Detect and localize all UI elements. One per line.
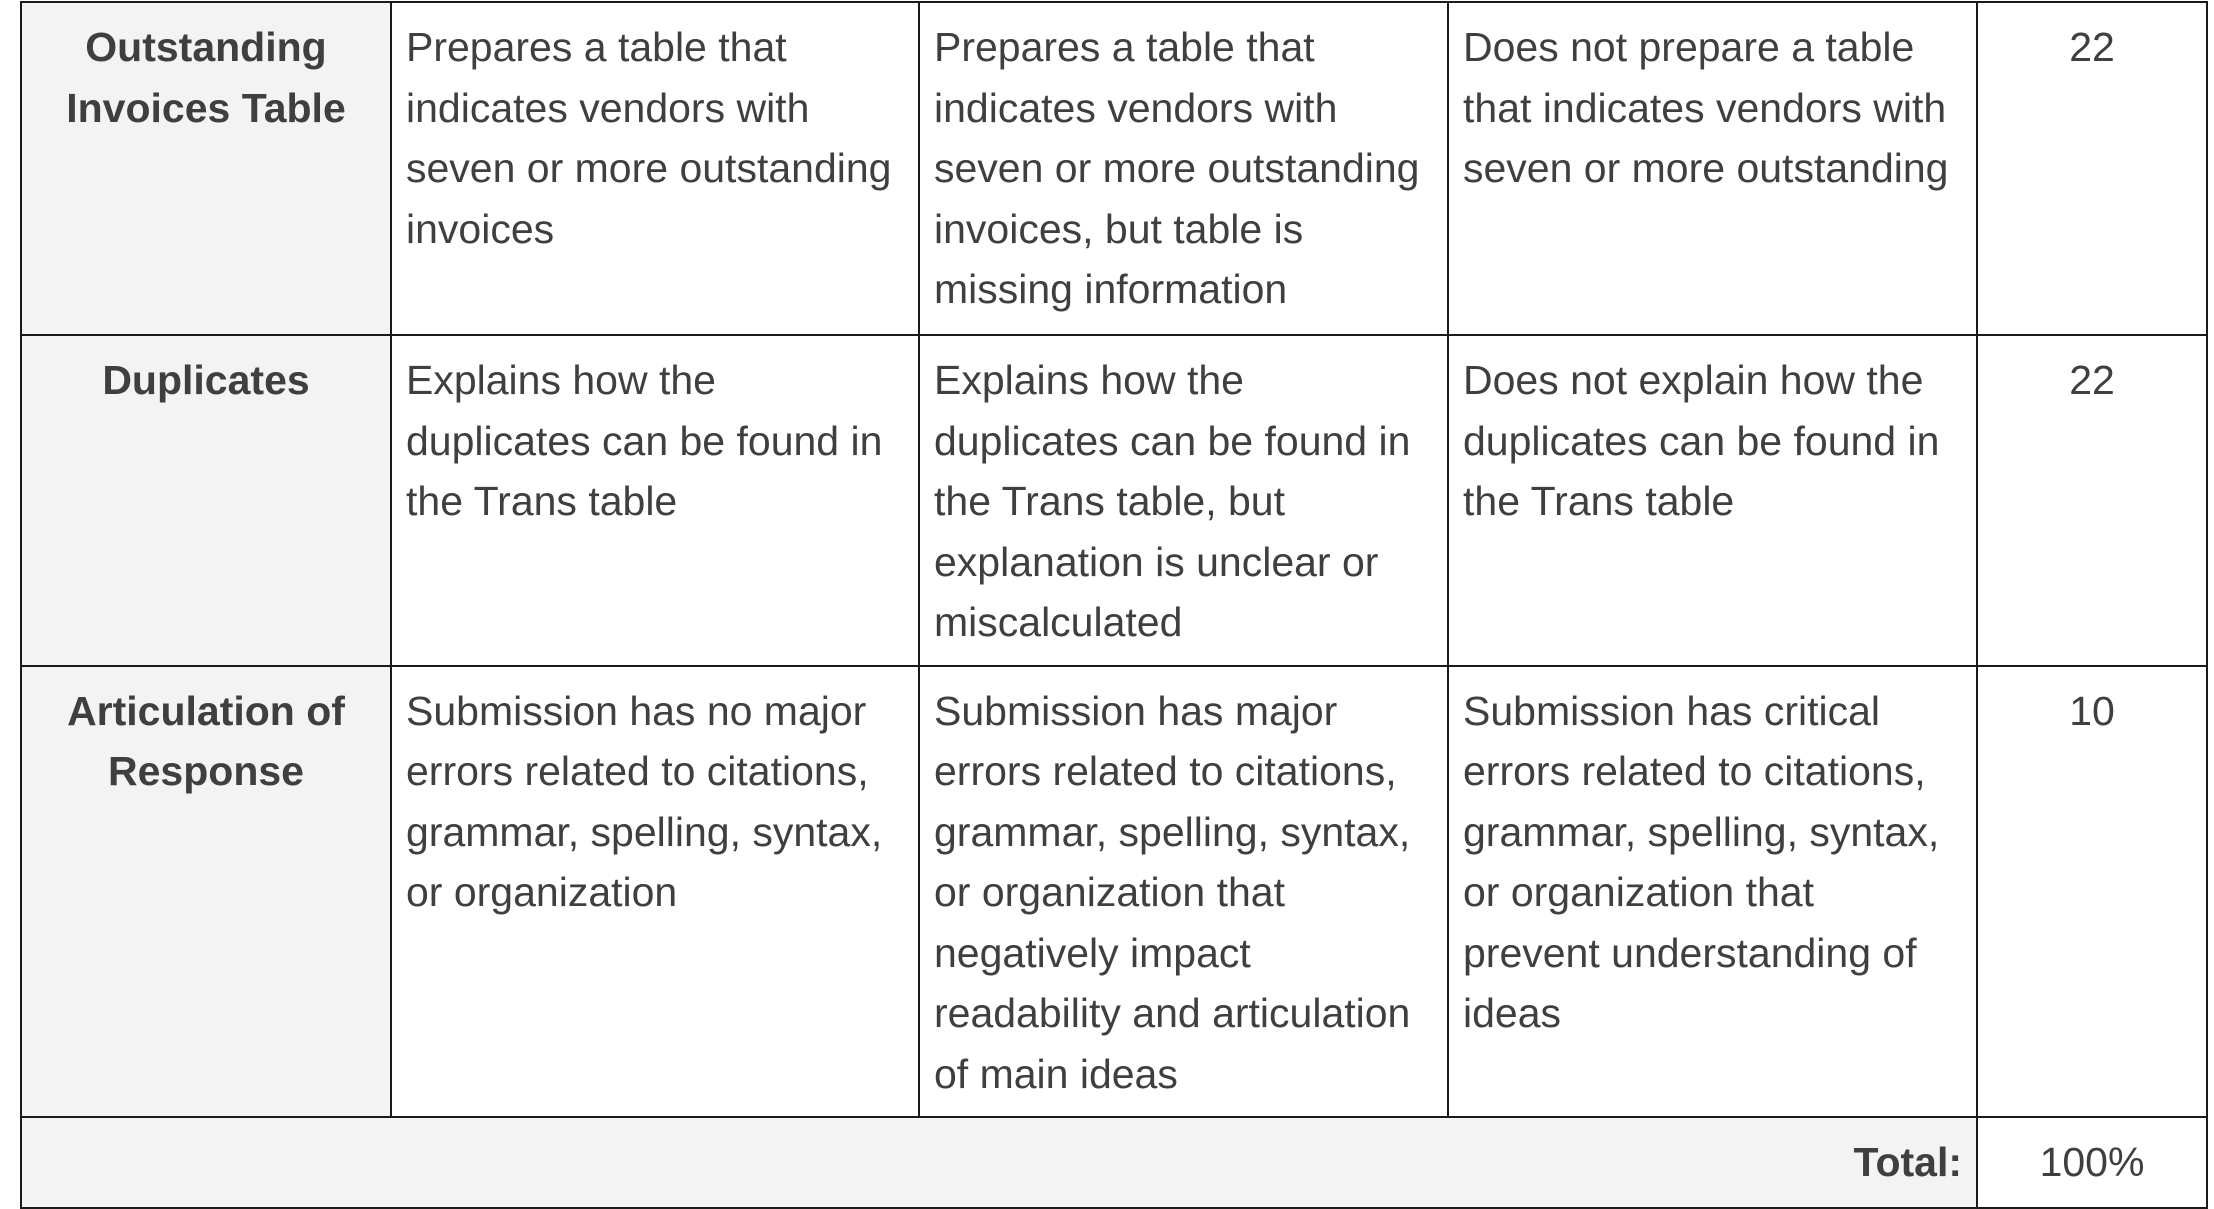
- exemplary-cell: Submission has no major errors related to citations, grammar, spelling, syntax, or organization: [391, 666, 919, 1118]
- rubric-row-outstanding-invoices: [21, 2, 2207, 335]
- not-evident-cell: Does not prepare a table that indicates vendors with seven or more outstanding: [1448, 2, 1977, 335]
- total-label: Total:: [21, 1117, 1977, 1208]
- criterion-cell: Outstanding Invoices Table: [21, 2, 391, 335]
- proficient-cell: Explains how the duplicates can be found in the Trans table, but explanation is unclear or miscalculated: [919, 335, 1448, 666]
- not-evident-cell: Does not explain how the duplicates can be found in the Trans table: [1448, 335, 1977, 666]
- rubric-row-duplicates: [21, 335, 2207, 666]
- points-cell: 22: [1977, 335, 2207, 666]
- exemplary-cell: Explains how the duplicates can be found in the Trans table: [391, 335, 919, 666]
- rubric-table: [20, 1, 2208, 1209]
- points-cell: 10: [1977, 666, 2207, 1118]
- rubric-row-articulation: [21, 666, 2207, 1118]
- rubric-total-row: [21, 1117, 2207, 1208]
- proficient-cell: Submission has major errors related to citations, grammar, spelling, syntax, or organization that negatively impact readability and articulation of main ideas: [919, 666, 1448, 1118]
- not-evident-cell: Submission has critical errors related to citations, grammar, spelling, syntax, or organization that prevent understanding of ideas: [1448, 666, 1977, 1118]
- points-cell: 22: [1977, 2, 2207, 335]
- criterion-cell: Articulation of Response: [21, 666, 391, 1118]
- exemplary-cell: Prepares a table that indicates vendors with seven or more outstanding invoices: [391, 2, 919, 335]
- total-value: 100%: [1977, 1117, 2207, 1208]
- criterion-cell: Duplicates: [21, 335, 391, 666]
- proficient-cell: Prepares a table that indicates vendors with seven or more outstanding invoices, but table is missing information: [919, 2, 1448, 335]
